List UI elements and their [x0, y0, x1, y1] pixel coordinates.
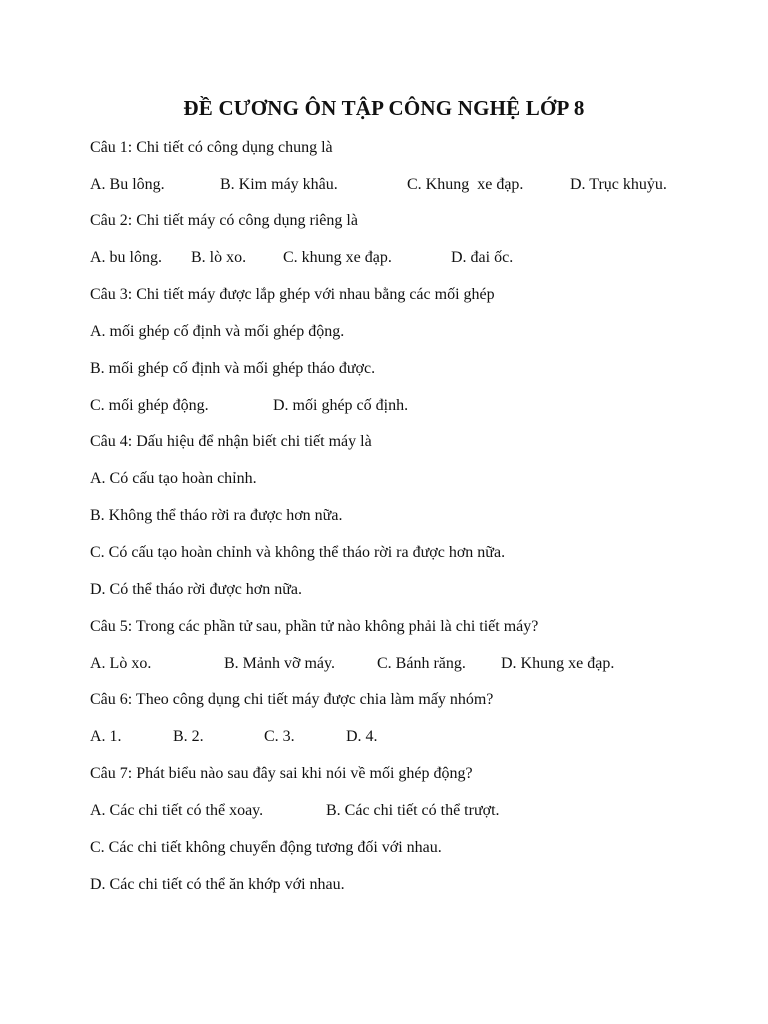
question-3-option-a: A. mối ghép cố định và mối ghép động.	[90, 323, 345, 340]
option-b: B. Các chi tiết có thể trượt.	[326, 802, 500, 819]
option-b: B. lò xo.	[191, 249, 247, 266]
option-c: C. mối ghép động.	[90, 397, 209, 414]
option-b: B. 2.	[173, 728, 204, 745]
question-7-option-d: D. Các chi tiết có thể ăn khớp với nhau.	[90, 876, 345, 893]
question-3: Câu 3: Chi tiết máy được lắp ghép với nhau bằng các mối ghép	[90, 286, 495, 303]
option-c: C. 3.	[264, 728, 295, 745]
option-d: D. đai ốc.	[451, 249, 514, 266]
question-5-options	[90, 653, 708, 675]
question-4-option-c: C. Có cấu tạo hoàn chỉnh và không thể tháo rời ra được hơn nữa.	[90, 544, 506, 561]
question-3-options-cd	[90, 395, 708, 417]
question-6-options	[90, 726, 708, 748]
question-1-options	[90, 174, 708, 196]
question-2-options	[90, 247, 708, 269]
question-2: Câu 2: Chi tiết máy có công dụng riêng là	[90, 212, 358, 229]
question-4: Câu 4: Dấu hiệu để nhận biết chi tiết máy là	[90, 433, 372, 450]
question-7-option-c: C. Các chi tiết không chuyển động tương đối với nhau.	[90, 839, 442, 856]
option-b: B. Mảnh vỡ máy.	[224, 655, 335, 672]
question-6: Câu 6: Theo công dụng chi tiết máy được chia làm mấy nhóm?	[90, 691, 494, 708]
question-4-option-a: A. Có cấu tạo hoàn chỉnh.	[90, 470, 257, 487]
option-d: D. mối ghép cố định.	[273, 397, 409, 414]
question-5: Câu 5: Trong các phần tử sau, phần tử nào không phải là chi tiết máy?	[90, 618, 539, 635]
option-d: D. 4.	[346, 728, 378, 745]
question-7: Câu 7: Phát biểu nào sau đây sai khi nói về mối ghép động?	[90, 765, 473, 782]
question-4-option-b: B. Không thể tháo rời ra được hơn nữa.	[90, 507, 343, 524]
option-a: A. Bu lông.	[90, 176, 165, 193]
option-a: A. Lò xo.	[90, 655, 152, 672]
option-c: C. Khung xe đạp.	[407, 176, 524, 193]
question-7-options-ab	[90, 800, 708, 822]
option-b: B. Kim máy khâu.	[220, 176, 338, 193]
question-1: Câu 1: Chi tiết có công dụng chung là	[90, 139, 333, 156]
option-a: A. 1.	[90, 728, 122, 745]
option-d: D. Khung xe đạp.	[501, 655, 615, 672]
page-title: ĐỀ CƯƠNG ÔN TẬP CÔNG NGHỆ LỚP 8	[183, 96, 585, 120]
option-c: C. khung xe đạp.	[283, 249, 392, 266]
option-a: A. Các chi tiết có thể xoay.	[90, 802, 264, 819]
option-d: D. Trục khuỷu.	[570, 176, 667, 193]
option-c: C. Bánh răng.	[377, 655, 466, 672]
question-3-option-b: B. mối ghép cố định và mối ghép tháo được.	[90, 360, 376, 377]
option-a: A. bu lông.	[90, 249, 162, 266]
question-4-option-d: D. Có thể tháo rời được hơn nữa.	[90, 581, 303, 598]
